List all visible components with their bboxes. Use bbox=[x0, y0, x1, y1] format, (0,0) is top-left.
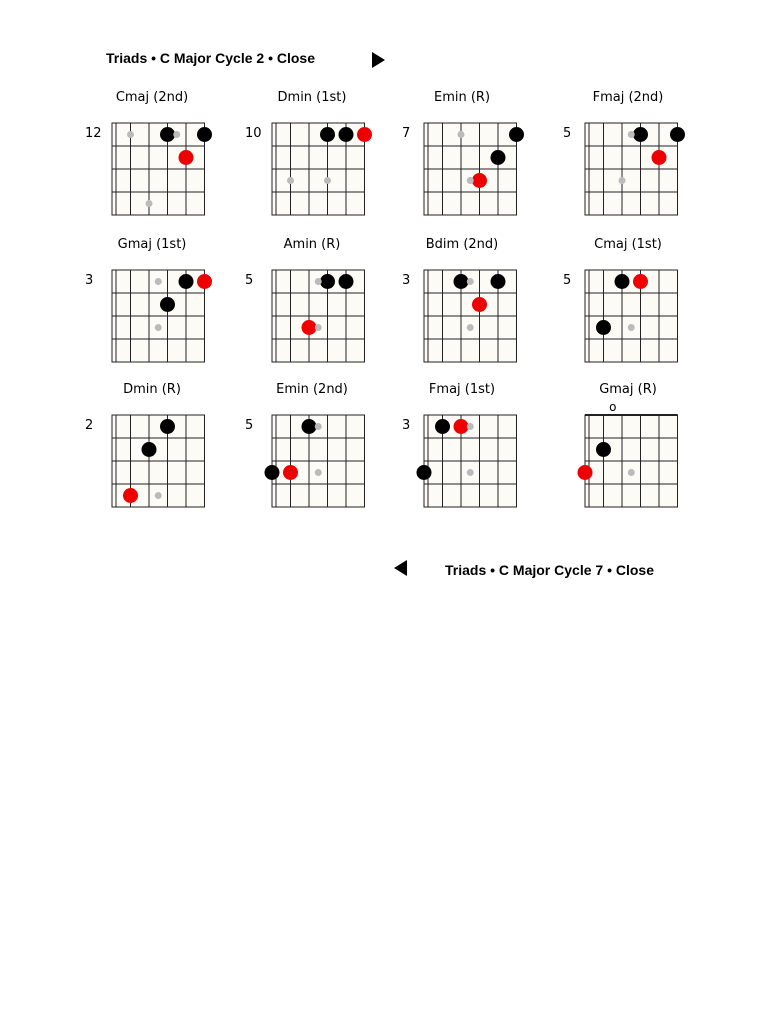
fretboard-diagram bbox=[92, 395, 225, 527]
fretboard-diagram bbox=[92, 103, 225, 235]
fret-number: 12 bbox=[85, 126, 102, 141]
fret-number: 3 bbox=[402, 418, 411, 433]
root-note-dot bbox=[302, 320, 317, 335]
chord-name: Dmin (R) bbox=[123, 382, 181, 397]
fret-number: 3 bbox=[85, 273, 94, 288]
chord-note-dot bbox=[435, 419, 450, 434]
chord-note-dot bbox=[670, 127, 685, 142]
play-right-icon[interactable] bbox=[372, 52, 385, 68]
root-note-dot bbox=[472, 173, 487, 188]
play-left-icon[interactable] bbox=[394, 560, 407, 576]
root-note-dot bbox=[283, 465, 298, 480]
ghost-note-dot bbox=[173, 131, 180, 138]
chord-note-dot bbox=[320, 127, 335, 142]
root-note-dot bbox=[179, 150, 194, 165]
chord-note-dot bbox=[339, 127, 354, 142]
ghost-note-dot bbox=[467, 278, 474, 285]
chord-note-dot bbox=[339, 274, 354, 289]
next-page-title: Triads • C Major Cycle 7 • Close bbox=[445, 562, 654, 578]
ghost-note-dot bbox=[315, 324, 322, 331]
ghost-note-dot bbox=[315, 469, 322, 476]
fretboard-diagram bbox=[565, 250, 698, 382]
ghost-note-dot bbox=[155, 324, 162, 331]
fret-number: 5 bbox=[563, 273, 572, 288]
chord-note-dot bbox=[320, 274, 335, 289]
fretboard-diagram bbox=[565, 103, 698, 235]
ghost-note-dot bbox=[467, 423, 474, 430]
ghost-note-dot bbox=[155, 492, 162, 499]
fret-number: 7 bbox=[402, 126, 411, 141]
ghost-note-dot bbox=[458, 131, 465, 138]
fretboard-diagram bbox=[92, 250, 225, 382]
ghost-note-dot bbox=[146, 200, 153, 207]
fret-number: 10 bbox=[245, 126, 262, 141]
chord-note-dot bbox=[302, 419, 317, 434]
fret-number: 2 bbox=[85, 418, 94, 433]
ghost-note-dot bbox=[324, 177, 331, 184]
ghost-note-dot bbox=[155, 278, 162, 285]
chord-name: Dmin (1st) bbox=[277, 90, 347, 105]
chord-note-dot bbox=[596, 320, 611, 335]
chord-note-dot bbox=[633, 127, 648, 142]
fret-number: 5 bbox=[245, 273, 254, 288]
chord-name: Bdim (2nd) bbox=[425, 237, 499, 252]
chord-name: Amin (R) bbox=[283, 237, 341, 252]
chord-name: Gmaj (1st) bbox=[117, 237, 187, 252]
root-note-dot bbox=[357, 127, 372, 142]
fret-number: 5 bbox=[563, 126, 572, 141]
chord-name: Gmaj (R) bbox=[599, 382, 657, 397]
root-note-dot bbox=[472, 297, 487, 312]
ghost-note-dot bbox=[127, 131, 134, 138]
chord-note-dot bbox=[615, 274, 630, 289]
ghost-note-dot bbox=[287, 177, 294, 184]
fretboard-diagram bbox=[252, 250, 385, 382]
root-note-dot bbox=[454, 419, 469, 434]
chord-note-dot bbox=[454, 274, 469, 289]
ghost-note-dot bbox=[628, 324, 635, 331]
fret-number: 3 bbox=[402, 273, 411, 288]
chord-note-dot bbox=[509, 127, 524, 142]
root-note-dot bbox=[197, 274, 212, 289]
ghost-note-dot bbox=[628, 131, 635, 138]
chord-name: Fmaj (2nd) bbox=[592, 90, 664, 105]
root-note-dot bbox=[578, 465, 593, 480]
chord-note-dot bbox=[160, 297, 175, 312]
chord-name: Fmaj (1st) bbox=[428, 382, 496, 397]
root-note-dot bbox=[123, 488, 138, 503]
chord-note-dot bbox=[160, 419, 175, 434]
root-note-dot bbox=[652, 150, 667, 165]
chord-name: Cmaj (2nd) bbox=[115, 90, 189, 105]
ghost-note-dot bbox=[315, 278, 322, 285]
chord-name: Cmaj (1st) bbox=[594, 237, 662, 252]
ghost-note-dot bbox=[315, 423, 322, 430]
ghost-note-dot bbox=[467, 324, 474, 331]
root-note-dot bbox=[633, 274, 648, 289]
fretboard-diagram bbox=[404, 103, 537, 235]
chord-note-dot bbox=[491, 150, 506, 165]
chord-note-dot bbox=[179, 274, 194, 289]
chord-name: Emin (2nd) bbox=[276, 382, 348, 397]
page-title: Triads • C Major Cycle 2 • Close bbox=[106, 50, 315, 66]
chord-note-dot bbox=[417, 465, 432, 480]
open-string-marker: o bbox=[609, 400, 617, 414]
chord-note-dot bbox=[596, 442, 611, 457]
fretboard-diagram bbox=[404, 395, 537, 527]
chord-note-dot bbox=[160, 127, 175, 142]
chord-note-dot bbox=[197, 127, 212, 142]
chord-note-dot bbox=[142, 442, 157, 457]
fretboard-diagram bbox=[252, 103, 385, 235]
chord-name: Emin (R) bbox=[433, 90, 491, 105]
fret-number: 5 bbox=[245, 418, 254, 433]
ghost-note-dot bbox=[619, 177, 626, 184]
fretboard-diagram bbox=[565, 395, 698, 527]
chord-note-dot bbox=[491, 274, 506, 289]
ghost-note-dot bbox=[467, 177, 474, 184]
chord-note-dot bbox=[265, 465, 280, 480]
fretboard-diagram bbox=[404, 250, 537, 382]
ghost-note-dot bbox=[628, 469, 635, 476]
fretboard-diagram bbox=[252, 395, 385, 527]
ghost-note-dot bbox=[467, 469, 474, 476]
